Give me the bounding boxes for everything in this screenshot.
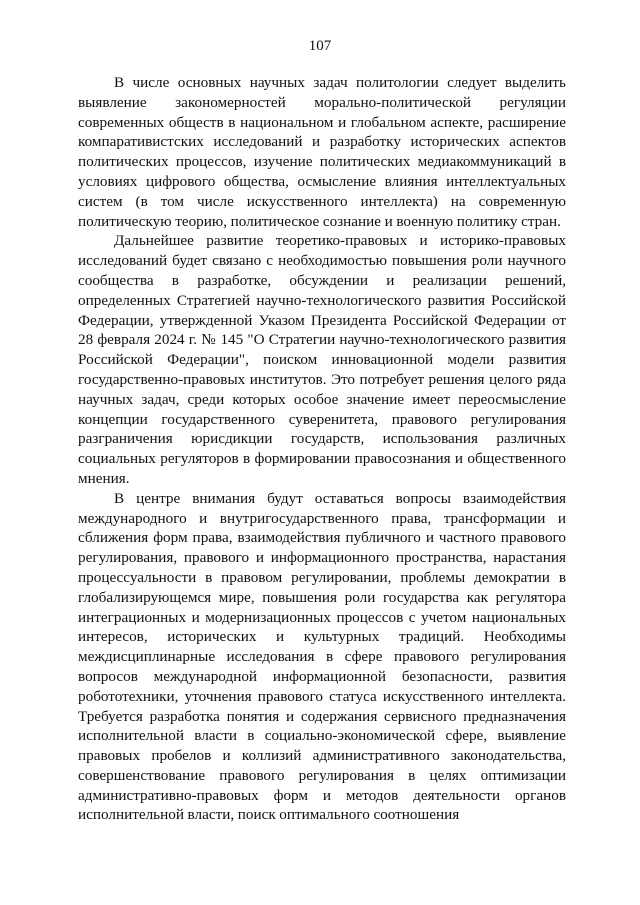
paragraph-political-science-tasks: В числе основных научных задач политологии следует выделить выявление закономерностей морально-политической регуляции современных обществ в национальном и глобальном аспекте, расширение компаративистских исследований и разработку исторических аспектов политических процессов, изучение политических медиакоммуникаций в условиях цифрового общества, осмысление влияния интеллектуальных систем (в том числе искусственного интеллекта) на современную политическую теорию, политическое сознание и военную политику стран. [78,74,566,230]
paragraph-legal-research-development: Дальнейшее развитие теоретико-правовых и историко-правовых исследований будет связано с необходимостью повышения роли научного сообщества в разработке, обсуждении и реализации решений, определенных Стратегией научно-технологического развития Российской Федерации, утвержденной Указом Президента Российской Федерации от 28 февраля 2024 г. № 145 "О Стратегии научно-технологического развития Российской Федерации", поиском инновационной модели развития государственно-правовых институтов. Это потребует решения целого ряда научных задач, среди которых особое значение имеет переосмысление концепции государственного суверенитета, правового регулирования разграничения юрисдикции государств, использования различных социальных регуляторов в формировании правосознания и общественного мнения. [78,232,566,487]
page-number: 107 [308,38,332,54]
document-body [78,73,566,825]
paragraph-focus-of-attention: В центре внимания будут оставаться вопросы взаимодействия международного и внутригосударственного права, трансформации и сближения форм права, взаимодействия публичного и частного правового регулирования, правового и информационного пространства, нарастания процессуальности в правовом регулировании, проблемы демократии в глобализирующемся мире, повышения роли государства как регулятора интеграционных и модернизационных процессов с учетом национальных интересов, исторических и культурных традиций. Необходимы междисциплинарные исследования в сфере правового регулирования вопросов международной информационной безопасности, развития робототехники, уточнения правового статуса искусственного интеллекта. Требуется разработка понятия и содержания сервисного предназначения исполнительной власти в социально-экономической сфере, выявление правовых пробелов и коллизий административного законодательства, совершенствование правового регулирования в целях оптимизации административно-правовых форм и методов деятельности органов исполнительной власти, поиск оптимального соотношения [78,489,566,824]
